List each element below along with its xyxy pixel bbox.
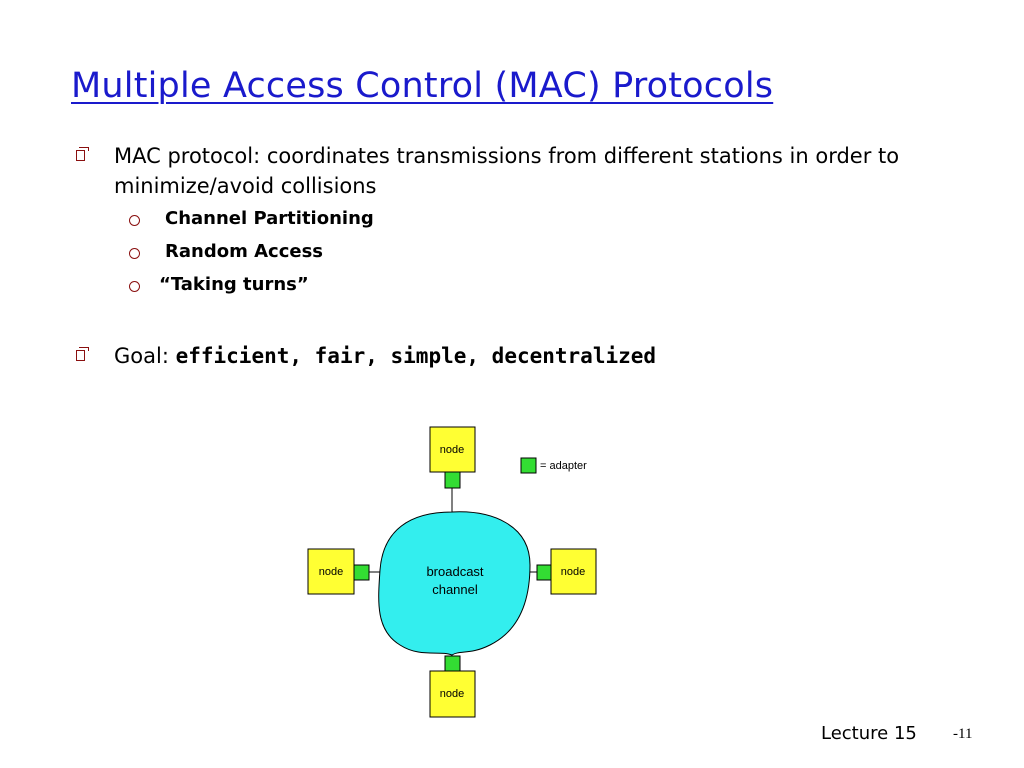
goal-label: Goal: [114,344,169,368]
sub-item-label: “Taking turns” [159,274,309,295]
circle-bullet-icon [129,215,140,226]
footer-page-number: -11 [953,726,973,742]
adapter-box [537,565,551,580]
goal-value: efficient, fair, simple, decentralized [175,344,657,368]
node-label: node [439,688,465,700]
adapter-box [354,565,369,580]
broadcast-channel-diagram [300,420,620,720]
footer-lecture: Lecture 15 [821,723,917,744]
channel-label-line1: broadcast [426,564,484,579]
node-label: node [439,444,465,456]
square-bullet-icon [76,150,85,161]
square-bullet-icon [76,350,85,361]
slide-title: Multiple Access Control (MAC) Protocols [71,66,774,106]
adapter-box [445,656,460,671]
adapter-box [445,472,460,488]
legend-adapter-label: = adapter [540,460,587,472]
sub-item-label: Channel Partitioning [165,208,374,229]
circle-bullet-icon [129,248,140,259]
legend-adapter-swatch [521,458,536,473]
sub-item-label: Random Access [165,241,324,262]
bullet-text [114,341,944,371]
circle-bullet-icon [129,281,140,292]
bullet-text: MAC protocol: coordinates transmissions from different stations in order to minimize/avoid collisions [114,144,900,198]
node-label: node [318,566,344,578]
node-label: node [560,566,586,578]
channel-label-line2: channel [432,582,478,597]
